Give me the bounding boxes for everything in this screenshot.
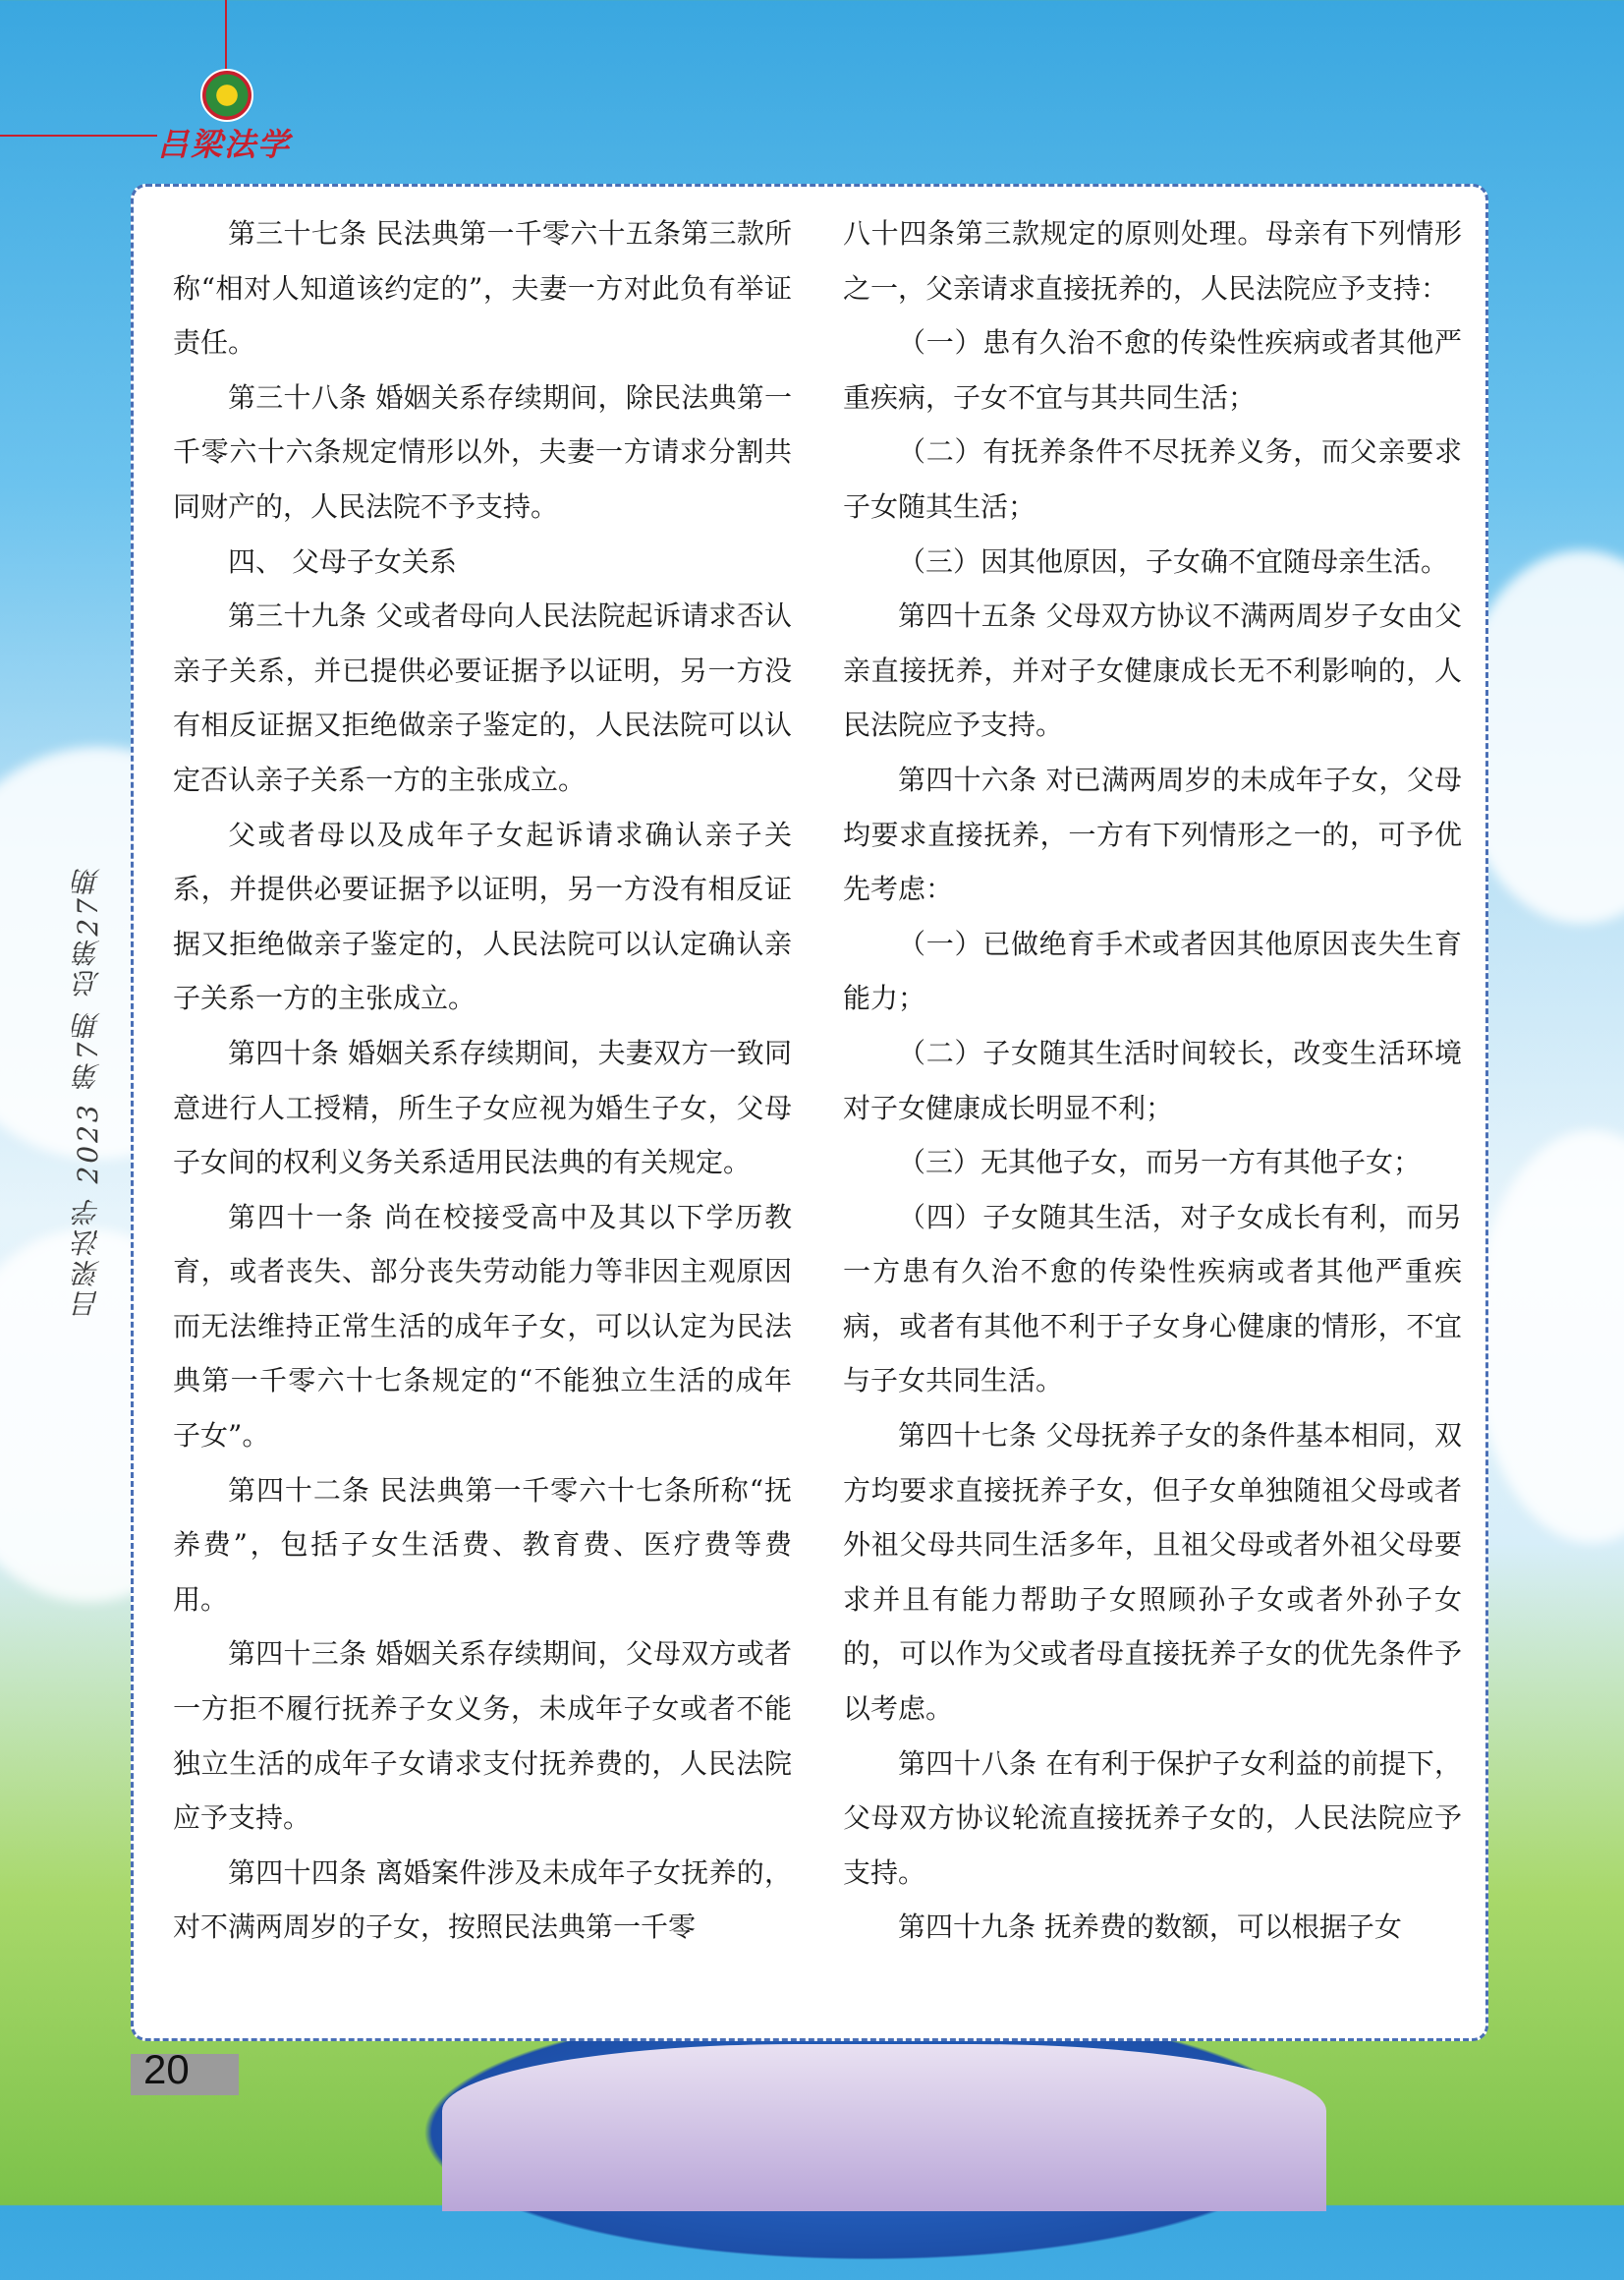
paragraph: 第四十五条 父母双方协议不满两周岁子女由父亲直接抚养，并对子女健康成长无不利影响的，人民法院应予支持。 <box>843 599 1462 742</box>
paragraph: （三）无其他子女，而另一方有其他子女； <box>898 1146 1422 1179</box>
paragraph: 第四十一条 尚在校接受高中及其以下学历教育，或者丧失、部分丧失劳动能力等非因主观原因而无法维持正常生活的成年子女，可以认定为民法典第一千零六十七条规定的“不能独立生活的成年子女”。 <box>173 1200 792 1453</box>
paragraph: （二）有抚养条件不尽抚养义务，而父亲要求子女随其生活； <box>843 435 1462 523</box>
article-panel <box>131 184 1488 2041</box>
paragraph: 第三十八条 婚姻关系存续期间，除民法典第一千零六十六条规定情形以外，夫妻一方请求分割共同财产的，人民法院不予支持。 <box>173 380 792 523</box>
header-horizontal-line <box>0 135 157 137</box>
paragraph: 父或者母以及成年子女起诉请求确认亲子关系，并提供必要证据予以证明，另一方没有相反证据又拒绝做亲子鉴定的，人民法院可以认定确认亲子关系一方的主张成立。 <box>173 818 792 1015</box>
paragraph: 第四十二条 民法典第一千零六十七条所称“抚养费”，包括子女生活费、教育费、医疗费等费用。 <box>173 1473 792 1616</box>
paragraph: 第四十六条 对已满两周岁的未成年子女，父母均要求直接抚养，一方有下列情形之一的，可予优先考虑： <box>843 763 1462 906</box>
paragraph: （一）患有久治不愈的传染性疾病或者其他严重疾病，子女不宜与其共同生活； <box>843 326 1462 414</box>
paragraph: （四）子女随其生活，对子女成长有利，而另一方患有久治不愈的传染性疾病或者其他严重疾病，或者有其他不利于子女身心健康的情形，不宜与子女共同生活。 <box>843 1200 1462 1397</box>
issue-vertical-label: 吕梁法学 2023 第7期 总第27期 <box>72 865 104 1318</box>
journal-brand: 吕梁法学 <box>157 126 292 163</box>
page-number: 20 <box>143 2046 190 2092</box>
paragraph-continuation: 八十四条第三款规定的原则处理。母亲有下列情形之一，父亲请求直接抚养的，人民法院应予支持： <box>843 217 1462 305</box>
paragraph: （二）子女随其生活时间较长，改变生活环境对子女健康成长明显不利； <box>843 1036 1462 1124</box>
header-vertical-line <box>225 0 227 69</box>
paragraph: 第四十七条 父母抚养子女的条件基本相同，双方均要求直接抚养子女，但子女单独随祖父母或者外祖父母共同生活多年，且祖父母或者外祖父母要求并且有能力帮助子女照顾孙子女或者外孙子女的，可以作为父或者母直接抚养子女的优先条件予以考虑。 <box>843 1419 1462 1726</box>
paragraph: （三）因其他原因，子女确不宜随母亲生活。 <box>898 544 1449 578</box>
book-illustration <box>442 2044 1326 2211</box>
left-column <box>173 206 792 1955</box>
right-column <box>843 206 1462 1955</box>
paragraph: 第四十条 婚姻关系存续期间，夫妻双方一致同意进行人工授精，所生子女应视为婚生子女，父母子女间的权利义务关系适用民法典的有关规定。 <box>173 1036 792 1179</box>
paragraph: 第三十九条 父或者母向人民法院起诉请求否认亲子关系，并已提供必要证据予以证明，另一方没有相反证据又拒绝做亲子鉴定的，人民法院可以认定否认亲子关系一方的主张成立。 <box>173 599 792 796</box>
paragraph: 第四十三条 婚姻关系存续期间，父母双方或者一方拒不履行抚养子女义务，未成年子女或者不能独立生活的成年子女请求支付抚养费的，人民法院应予支持。 <box>173 1637 792 1835</box>
paragraph: 第四十八条 在有利于保护子女利益的前提下，父母双方协议轮流直接抚养子女的，人民法院应予支持。 <box>843 1746 1462 1889</box>
paragraph: （一）已做绝育手术或者因其他原因丧失生育能力； <box>843 927 1462 1015</box>
paragraph: 第四十四条 离婚案件涉及未成年子女抚养的，对不满两周岁的子女，按照民法典第一千零 <box>173 1855 792 1944</box>
paragraph: 第三十七条 民法典第一千零六十五条第三款所称“相对人知道该约定的”，夫妻一方对此负有举证责任。 <box>173 217 792 360</box>
paragraph: 第四十九条 抚养费的数额，可以根据子女 <box>898 1910 1402 1944</box>
section-heading: 四、 父母子女关系 <box>228 544 457 578</box>
background-cloud <box>1474 1130 1624 1543</box>
journal-logo-icon <box>200 69 253 122</box>
